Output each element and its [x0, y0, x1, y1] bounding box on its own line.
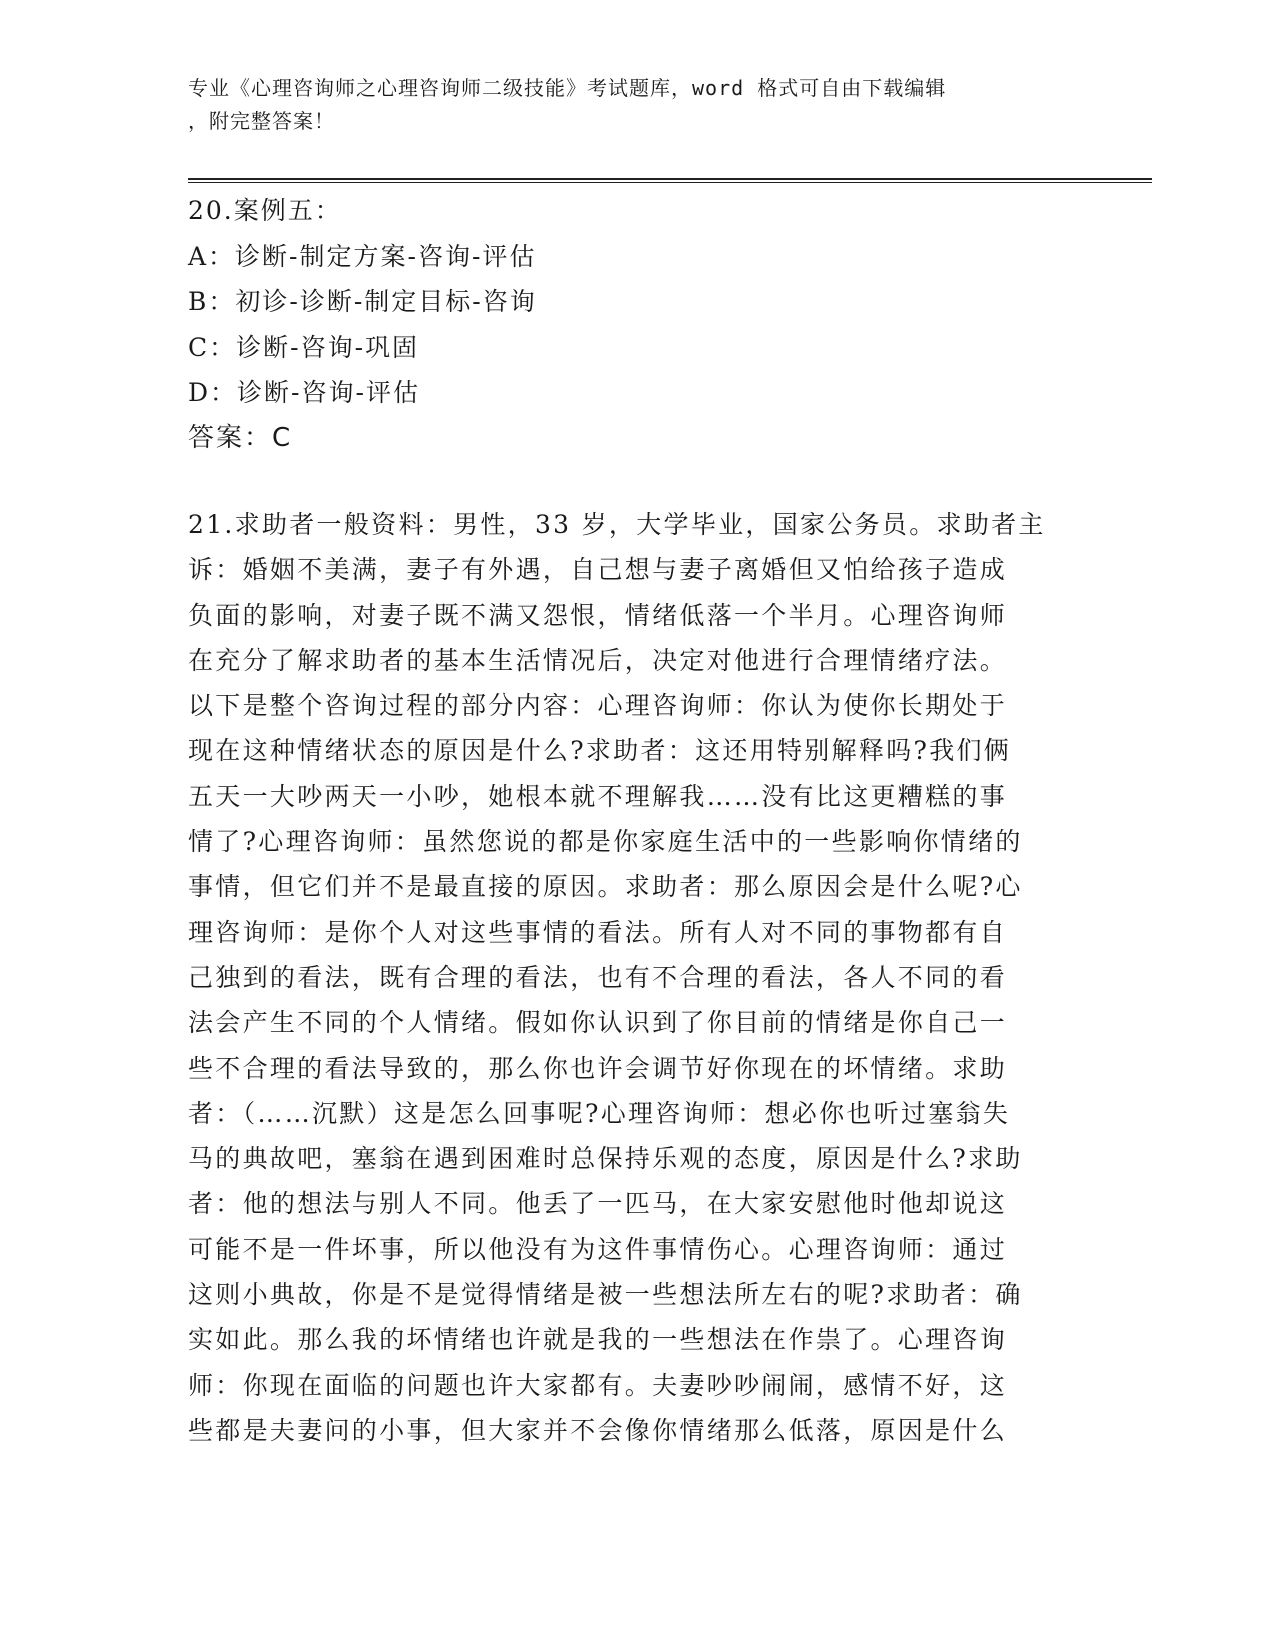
question-text-line: 些不合理的看法导致的，那么你也许会调节好你现在的坏情绪。求助: [188, 1053, 1008, 1083]
question-text-line: 在充分了解求助者的基本生活情况后，决定对他进行合理情绪疗法。: [188, 645, 1008, 675]
question-text-line: 己独到的看法，既有合理的看法，也有不合理的看法，各人不同的看: [188, 962, 1008, 992]
question-text-line: 这则小典故，你是不是觉得情绪是被一些想法所左右的呢?求助者：确: [188, 1280, 1023, 1310]
option-b: B：初诊-诊断-制定目标-咨询: [188, 287, 537, 316]
question-text-line: 者：他的想法与别人不同。他丢了一匹马，在大家安慰他时他却说这: [188, 1189, 1008, 1219]
divider-thick-line: [188, 178, 1152, 180]
question-text-line: 实如此。那么我的坏情绪也许就是我的一些想法在作祟了。心理咨询: [188, 1325, 1008, 1355]
question-text-line: 五天一大吵两天一小吵，她根本就不理解我……没有比这更糟糕的事: [188, 781, 1008, 811]
divider-thin-line: [188, 182, 1152, 183]
question-text-line: 事情，但它们并不是最直接的原因。求助者：那么原因会是什么呢?心: [188, 872, 1023, 902]
option-d: D：诊断-咨询-评估: [188, 378, 420, 407]
question-text-line: 以下是整个咨询过程的部分内容：心理咨询师：你认为使你长期处于: [188, 691, 1008, 721]
question-20: [188, 188, 1088, 461]
option-c: C：诊断-咨询-巩固: [188, 332, 420, 362]
question-text-line: 21.求助者一般资料：男性，33 岁，大学毕业，国家公务员。求助者主: [188, 510, 1046, 539]
question-text-line: 些都是夫妻问的小事，但大家并不会像你情绪那么低落，原因是什么: [188, 1415, 1008, 1445]
answer-line: 答案：C: [188, 422, 293, 453]
question-text-line: 情了?心理咨询师：虽然您说的都是你家庭生活中的一些影响你情绪的: [188, 827, 1023, 857]
question-text-line: 师：你现在面临的问题也许大家都有。夫妻吵吵闹闹，感情不好，这: [188, 1370, 1008, 1400]
question-text-line: 者：（……沉默）这是怎么回事呢?心理咨询师：想必你也听过塞翁失: [188, 1098, 1011, 1128]
header-line-1: 专业《心理咨询师之心理咨询师二级技能》考试题库，word 格式可自由下载编辑: [188, 76, 947, 100]
question-text-line: 现在这种情绪状态的原因是什么?求助者：这还用特别解释吗?我们俩: [188, 736, 1012, 766]
question-text-line: 可能不是一件坏事，所以他没有为这件事情伤心。心理咨询师：通过: [188, 1234, 1008, 1264]
option-a: A：诊断-制定方案-咨询-评估: [188, 241, 537, 271]
question-21: [188, 502, 1073, 1453]
question-text-line: 法会产生不同的个人情绪。假如你认识到了你目前的情绪是你自己一: [188, 1008, 1008, 1038]
question-text-line: 理咨询师：是你个人对这些事情的看法。所有人对不同的事物都有自: [188, 917, 1008, 947]
question-title: 20.案例五：: [188, 196, 342, 225]
header-divider: [188, 178, 1152, 183]
question-text-line: 负面的影响，对妻子既不满又怨恨，情绪低落一个半月。心理咨询师: [188, 600, 1008, 630]
question-text-line: 诉：婚姻不美满，妻子有外遇，自己想与妻子离婚但又怕给孩子造成: [188, 555, 1008, 585]
question-text-line: 马的典故吧，塞翁在遇到困难时总保持乐观的态度，原因是什么?求助: [188, 1144, 1023, 1174]
document-header: [188, 72, 1068, 138]
header-line-2: ，附完整答案！: [188, 109, 335, 133]
